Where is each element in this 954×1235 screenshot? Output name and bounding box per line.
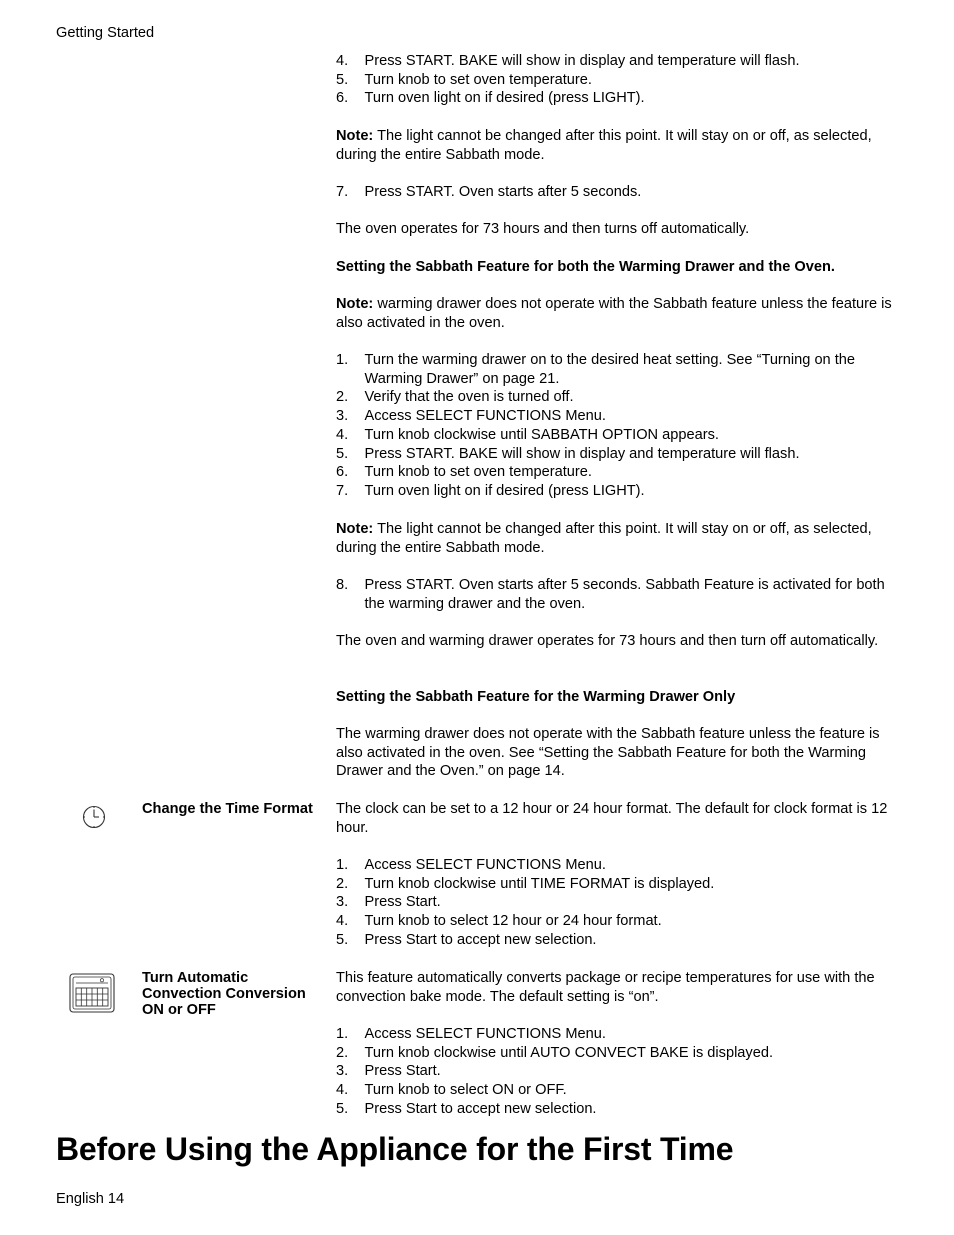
list-item: 3. Press Start.	[336, 1063, 441, 1080]
list-item: 4. Turn knob to select ON or OFF.	[336, 1082, 567, 1099]
section-heading-convection-conversion: Turn Automatic Convection Conversion ON or OFF	[142, 970, 306, 1018]
list-item: 3. Press Start.	[336, 894, 441, 911]
list-item: 7. Turn oven light on if desired (press LIGHT).	[336, 482, 645, 499]
list-item: 5. Press Start to accept new selection.	[336, 1100, 597, 1117]
steps-list-oven-sabbath	[336, 52, 902, 108]
paragraph-convection-intro: This feature automatically converts package or recipe temperatures for use with the convection bake mode. The default setting is “on”.	[336, 970, 875, 1005]
list-item: 6. Turn oven light on if desired (press LIGHT).	[336, 90, 645, 107]
running-header: Getting Started	[56, 25, 155, 41]
note-warming-drawer: Note: warming drawer does not operate with the Sabbath feature unless the feature is also activated in the oven.	[336, 296, 892, 331]
list-item: 4. Turn knob clockwise until SABBATH OPTION appears.	[336, 426, 719, 443]
note-label: Note:	[336, 521, 374, 537]
section-heading-time-format: Change the Time Format	[142, 801, 313, 817]
steps-list-time-format	[336, 856, 902, 950]
paragraph-drawer-only: The warming drawer does not operate with the Sabbath feature unless the feature is also activated in the oven. See “Setting the Sabbath Feature for both the Warming Drawer and the Oven.” on page 14.	[336, 726, 880, 780]
page-number: English 14	[56, 1191, 125, 1207]
list-item: 5. Turn knob to set oven temperature.	[336, 71, 592, 88]
paragraph-time-format-intro: The clock can be set to a 12 hour or 24 hour format. The default for clock format is 12 hour.	[336, 801, 888, 836]
list-item: 7. Press START. Oven starts after 5 seconds.	[336, 184, 642, 200]
list-item: 1. Access SELECT FUNCTIONS Menu.	[336, 857, 606, 873]
list-item: 5. Press START. BAKE will show in display and temperature will flash.	[336, 445, 800, 462]
list-item: 1. Turn the warming drawer on to the desired heat setting. See “Turning on the Warming Drawer” on page 21.	[336, 352, 856, 387]
paragraph-drawer-duration: The oven and warming drawer operates for 73 hours and then turn off automatically.	[336, 633, 879, 649]
list-item: 2. Verify that the oven is turned off.	[336, 389, 574, 406]
list-item: 6. Turn knob to set oven temperature.	[336, 464, 592, 481]
list-item: 8. Press START. Oven starts after 5 seconds. Sabbath Feature is activated for both the warming drawer and the oven.	[336, 577, 885, 612]
steps-list-oven-start	[336, 183, 902, 202]
note-light: Note: The light cannot be changed after this point. It will stay on or off, as selected, during the entire Sabbath mode.	[336, 128, 872, 163]
list-item: 5. Press Start to accept new selection.	[336, 931, 597, 948]
list-item: 4. Turn knob to select 12 hour or 24 hour format.	[336, 913, 662, 930]
note-label: Note:	[336, 128, 374, 144]
steps-list-sabbath-start	[336, 576, 902, 613]
subheading-sabbath-both: Setting the Sabbath Feature for both the Warming Drawer and the Oven.	[336, 259, 835, 275]
steps-list-sabbath-both	[336, 351, 902, 501]
list-item: 4. Press START. BAKE will show in display and temperature will flash.	[336, 53, 800, 69]
steps-list-convection	[336, 1025, 902, 1119]
list-item: 2. Turn knob clockwise until AUTO CONVECT BAKE is displayed.	[336, 1044, 774, 1061]
list-item: 2. Turn knob clockwise until TIME FORMAT is displayed.	[336, 875, 715, 892]
note-label: Note:	[336, 296, 374, 312]
note-light: Note: The light cannot be changed after this point. It will stay on or off, as selected, during the entire Sabbath mode.	[336, 521, 872, 556]
convection-conversion-icon	[69, 973, 115, 1019]
clock-icon	[82, 805, 106, 835]
list-item: 3. Access SELECT FUNCTIONS Menu.	[336, 408, 606, 425]
list-item: 1. Access SELECT FUNCTIONS Menu.	[336, 1026, 606, 1042]
paragraph-oven-duration: The oven operates for 73 hours and then turns off automatically.	[336, 221, 750, 237]
subheading-sabbath-drawer-only: Setting the Sabbath Feature for the Warming Drawer Only	[336, 689, 736, 705]
section-title: Before Using the Appliance for the First Time	[56, 1131, 734, 1167]
